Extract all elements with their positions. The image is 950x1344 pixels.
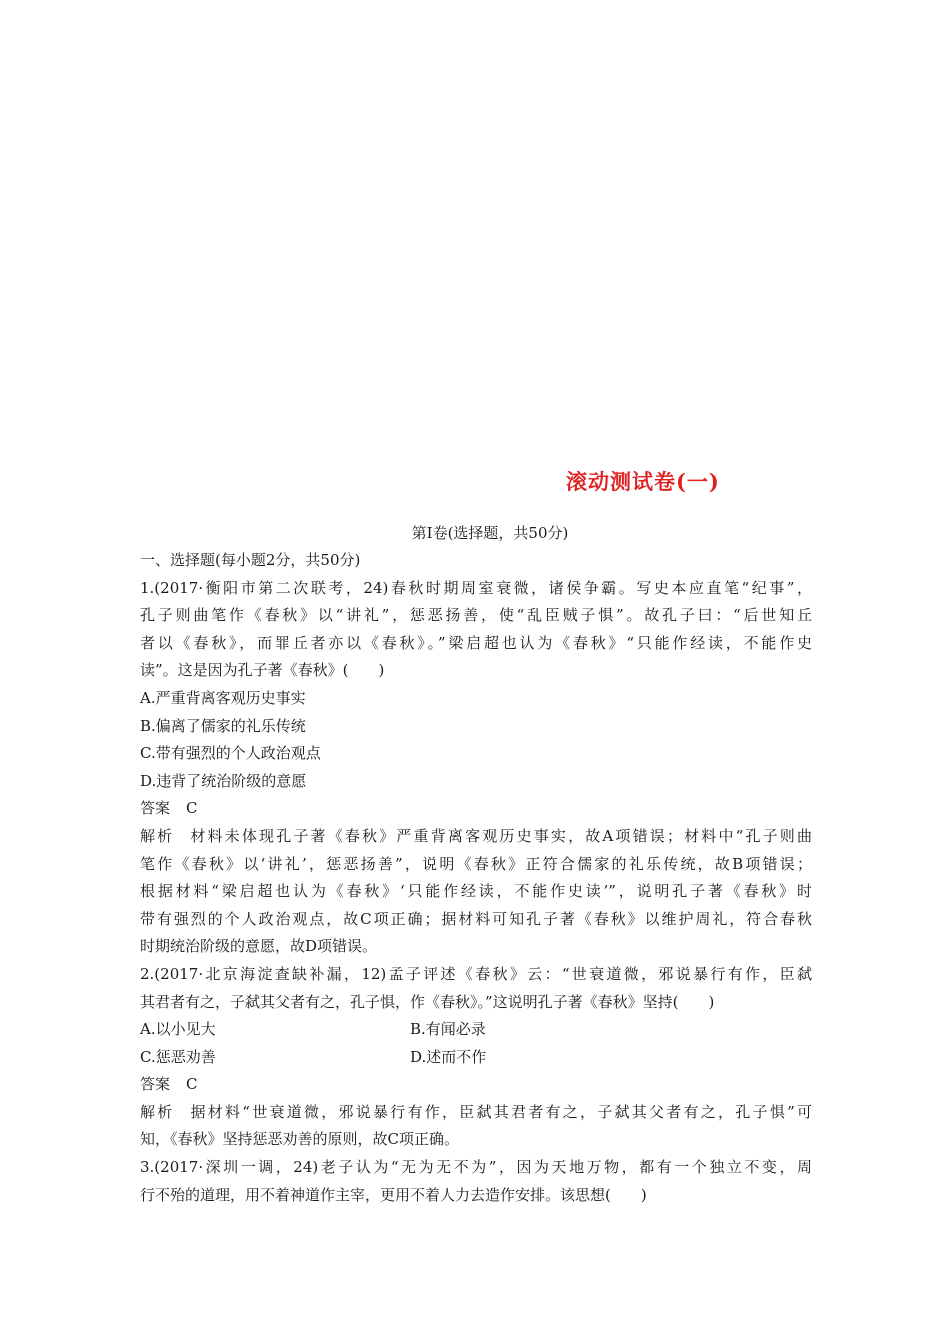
question-2-options-row [140, 1044, 812, 1072]
question-3-stem-line: 行不殆的道理，用不着神道作主宰，更用不着人力去造作安排。该思想( ) [140, 1185, 647, 1204]
answer-value: C [186, 1075, 198, 1094]
part-heading: 一、选择题(每小题2分，共50分) [140, 551, 361, 569]
question-1-analysis-line: 带有强烈的个人政治观点，故C项正确；据材料可知孔子著《春秋》以维护周礼，符合春秋 [140, 909, 812, 928]
section-title-text: 第Ⅰ卷(选择题，共50分) [411, 524, 569, 542]
question-1 [140, 575, 812, 961]
question-1-analysis-line [140, 823, 812, 851]
question-1-option-c: C.带有强烈的个人政治观点 [140, 744, 321, 763]
document-body [140, 547, 812, 1209]
question-1-option-d: D.违背了统治阶级的意愿 [140, 771, 307, 790]
question-2-option-a: A.以小见大 [140, 1020, 216, 1039]
section-title [0, 522, 950, 543]
question-3 [140, 1154, 812, 1209]
question-1-option-a: A.严重背离客观历史事实 [140, 688, 306, 707]
analysis-text: 据材料“世衰道微，邪说暴行有作，臣弑其君者有之，子弑其父者有之，孔子惧”可 [190, 1102, 812, 1121]
question-2-answer [140, 1071, 812, 1099]
answer-label: 答案 [140, 1075, 171, 1094]
question-1-stem-line: 1.(2017·衡阳市第二次联考，24)春秋时期周室衰微，诸侯争霸。写史本应直笔“纪事”， [140, 578, 812, 597]
analysis-label: 解析 [140, 826, 175, 845]
question-2-stem-line: 2.(2017·北京海淀查缺补漏，12)孟子评述《春秋》云：“世衰道微，邪说暴行有作，臣弑 [140, 964, 812, 983]
question-1-analysis-line: 根据材料“梁启超也认为《春秋》‘只能作经读，不能作史读’”，说明孔子著《春秋》时 [140, 882, 812, 901]
question-2-option-c: C.惩恶劝善 [140, 1047, 216, 1066]
question-2-option-b: B.有闻必录 [410, 1020, 486, 1039]
question-1-option-b: B.偏离了儒家的礼乐传统 [140, 716, 306, 735]
question-3-stem-line: 3.(2017·深圳一调，24)老子认为“无为无不为”，因为天地万物，都有一个独立不变，周 [140, 1158, 812, 1177]
question-2-analysis-line [140, 1099, 812, 1127]
page-title: 滚动测试卷(一) [566, 469, 720, 494]
question-2-options-row [140, 1016, 812, 1044]
question-2-option-d: D.述而不作 [410, 1047, 487, 1066]
analysis-text: 材料未体现孔子著《春秋》严重背离客观历史事实，故A项错误；材料中“孔子则曲 [190, 826, 812, 845]
answer-label: 答案 [140, 799, 171, 818]
question-2 [140, 961, 812, 1154]
question-1-answer [140, 795, 812, 823]
question-2-stem-line: 其君者有之，子弑其父者有之，孔子惧，作《春秋》。”这说明孔子著《春秋》坚持( ) [140, 992, 715, 1011]
question-1-stem-line: 孔子则曲笔作《春秋》以“讲礼”，惩恶扬善，使“乱臣贼子惧”。故孔子曰：“后世知丘 [140, 606, 812, 625]
answer-value: C [186, 799, 198, 818]
question-1-stem-line: 者以《春秋》，而罪丘者亦以《春秋》。”梁启超也认为《春秋》“只能作经读，不能作史 [140, 633, 812, 652]
question-1-stem-line: 读”。这是因为孔子著《春秋》( ) [140, 661, 385, 680]
question-1-analysis-line: 时期统治阶级的意愿，故D项错误。 [140, 937, 378, 956]
analysis-label: 解析 [140, 1102, 175, 1121]
question-2-analysis-line: 知，《春秋》坚持惩恶劝善的原则，故C项正确。 [140, 1130, 459, 1149]
question-1-analysis-line: 笔作《春秋》以‘讲礼’，惩恶扬善”，说明《春秋》正符合儒家的礼乐传统，故B项错误； [140, 854, 812, 873]
